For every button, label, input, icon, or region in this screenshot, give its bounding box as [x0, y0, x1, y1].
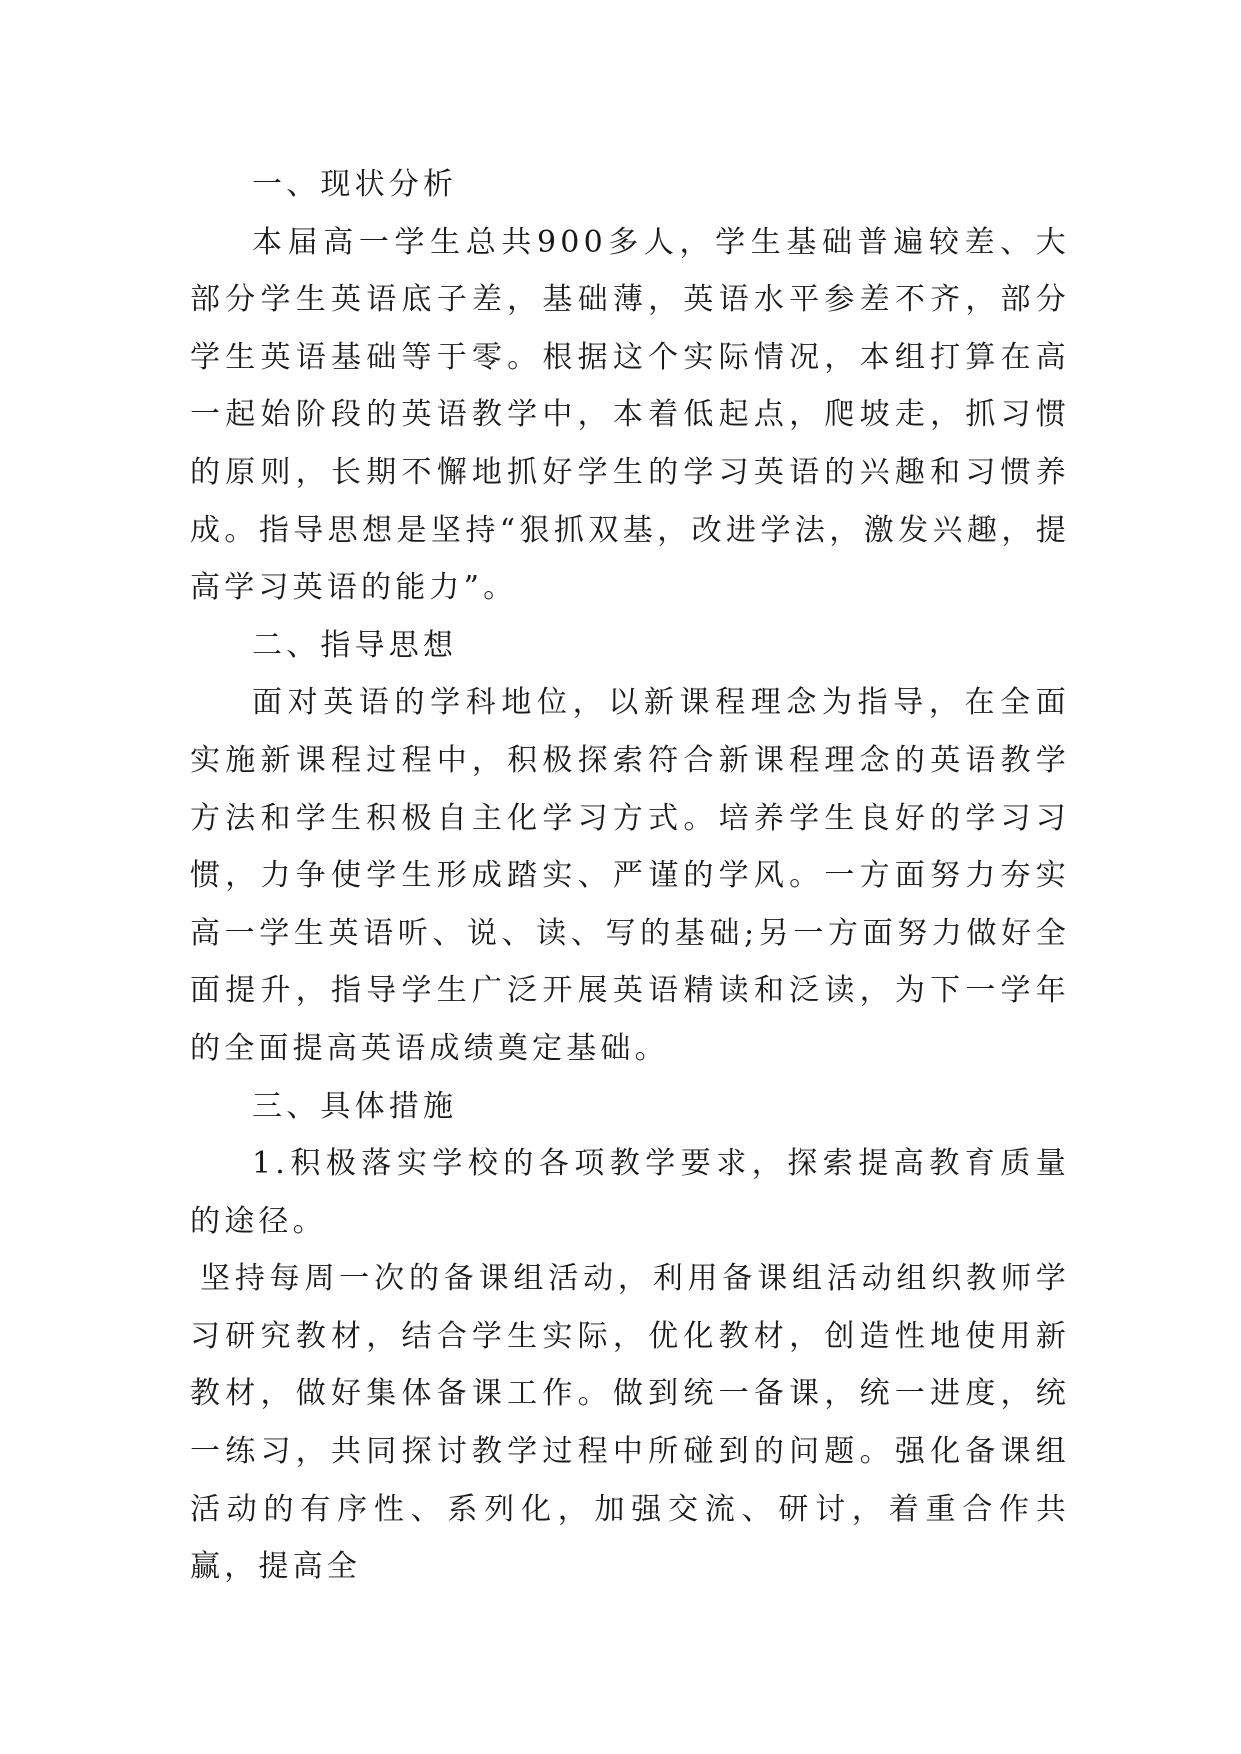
paragraph-specific-measures: 坚持每周一次的备课组活动，利用备课组活动组织教师学习研究教材，结合学生实际，优化教材，创造性地使用新教材，做好集体备课工作。做到统一备课，统一进度，统一练习，共同探讨教学过程中所碰到的问题。强化备课组活动的有序性、系列化，加强交流、研讨，着重合作共赢，提高全 [190, 1261, 1070, 1585]
paragraph-guiding-ideology: 面对英语的学科地位，以新课程理念为指导，在全面实施新课程过程中，积极探索符合新课程理念的英语教学方法和学生积极自主化学习方式。培养学生良好的学习习惯，力争使学生形成踏实、严谨的学风。一方面努力夯实高一学生英语听、说、读、写的基础;另一方面努力做好全面提升，指导学生广泛开展英语精读和泛读，为下一学年的全面提高英语成绩奠定基础。 [190, 685, 1070, 1066]
section-heading-status-analysis: 一、现状分析 [252, 167, 458, 202]
section-heading-specific-measures: 三、具体措施 [252, 1088, 458, 1124]
measure-item-1: 1.积极落实学校的各项教学要求，探索提高教育质量的途径。 [190, 1146, 1070, 1239]
paragraph-status-analysis: 本届高一学生总共900多人，学生基础普遍较差、大部分学生英语底子差，基础薄，英语水平参差不齐，部分学生英语基础等于零。根据这个实际情况，本组打算在高一起始阶段的英语教学中，本着低起点，爬坡走，抓习惯的原则，长期不懈地抓好学生的学习英语的兴趣和习惯养成。指导思想是坚持“狠抓双基，改进学法，激发兴趣，提高学习英语的能力”。 [190, 224, 1070, 606]
document-body [190, 156, 1070, 1596]
section-heading-guiding-ideology: 二、指导思想 [252, 627, 458, 663]
